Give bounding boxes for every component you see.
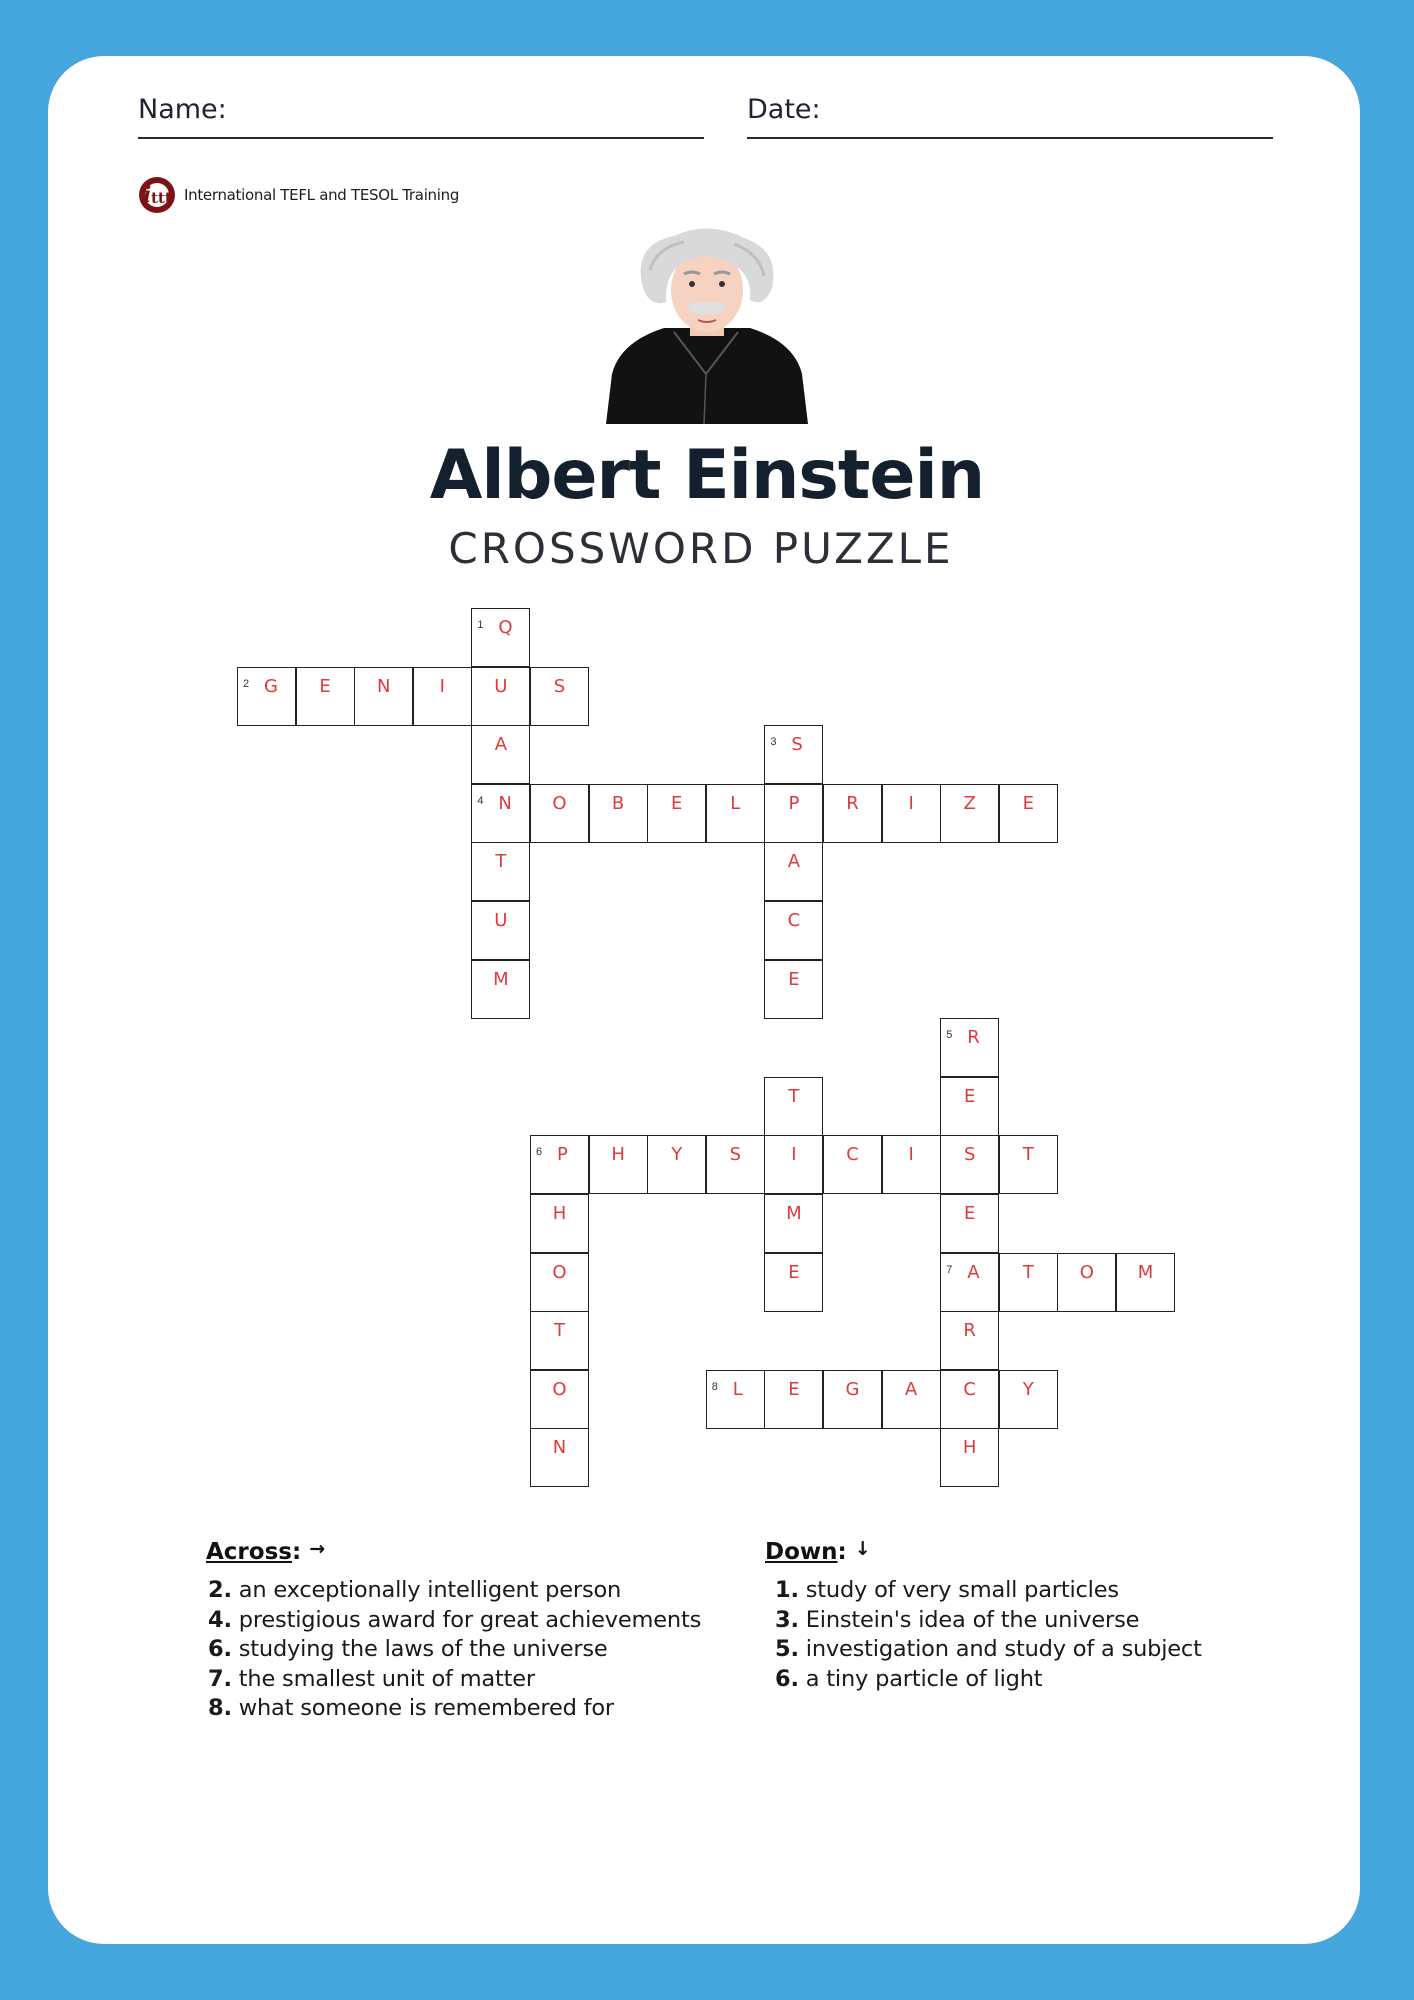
down-heading-colon: : (837, 1539, 847, 1565)
cell-letter: A (967, 1261, 980, 1283)
cell-letter: N (552, 1437, 567, 1459)
crossword-cell[interactable] (764, 1135, 823, 1194)
crossword-cell[interactable] (940, 1428, 999, 1487)
down-clue-list (775, 1576, 1202, 1694)
cell-letter: H (962, 1437, 977, 1459)
crossword-cell[interactable] (706, 1370, 765, 1429)
crossword-cell[interactable] (940, 1135, 999, 1194)
clue-number: 3 (770, 736, 777, 749)
cell-letter: E (964, 1085, 976, 1107)
cell-letter: G (264, 675, 278, 697)
across-heading (206, 1538, 325, 1565)
cell-letter: N (376, 675, 391, 697)
svg-text:i: i (143, 182, 152, 208)
across-heading-colon: : (291, 1539, 302, 1565)
cell-letter: U (494, 910, 508, 931)
cell-letter: E (788, 1261, 800, 1283)
crossword-cell[interactable] (530, 1428, 589, 1487)
clue-number: 1 (477, 619, 484, 631)
list-item: 2. an exceptionally intelligent person (208, 1577, 622, 1603)
cell-letter: E (788, 968, 800, 990)
cell-letter: I (908, 792, 914, 814)
cell-letter: S (729, 1144, 742, 1166)
clue-number: 2 (243, 677, 250, 690)
crossword-cell[interactable] (999, 1253, 1058, 1312)
arrow-right-icon: → (309, 1538, 326, 1560)
svg-text:ttt: ttt (151, 189, 172, 207)
cell-letter: Y (1022, 1378, 1034, 1400)
crossword-cell[interactable] (764, 1370, 823, 1429)
cell-letter: E (1022, 792, 1034, 814)
cell-letter: Q (498, 617, 513, 638)
cell-letter: O (552, 1261, 567, 1283)
crossword-cell[interactable] (940, 1018, 999, 1077)
crossword-cell[interactable] (823, 1135, 882, 1194)
crossword-cell[interactable] (471, 960, 530, 1019)
cell-letter: E (788, 1378, 800, 1400)
crossword-cell[interactable] (706, 1135, 765, 1194)
crossword-cell[interactable] (471, 842, 530, 901)
cell-letter: P (788, 792, 800, 814)
crossword-cell[interactable] (882, 784, 941, 843)
cell-letter: E (671, 792, 683, 814)
crossword-cell[interactable] (530, 667, 589, 726)
crossword-cell[interactable] (940, 1311, 999, 1370)
crossword-cell[interactable] (940, 1194, 999, 1253)
cell-letter: O (552, 792, 567, 814)
cell-letter: L (730, 792, 741, 814)
name-label: Name: (138, 94, 227, 125)
crossword-cell[interactable] (589, 1135, 648, 1194)
cell-letter: C (846, 1144, 859, 1166)
crossword-cell[interactable] (530, 1253, 589, 1312)
crossword-cell[interactable] (764, 784, 823, 843)
cell-letter: H (611, 1144, 625, 1166)
crossword-cell[interactable] (764, 725, 823, 784)
cell-letter: E (319, 675, 331, 697)
crossword-cell[interactable] (940, 1077, 999, 1136)
crossword-cell[interactable] (530, 1194, 589, 1253)
list-item: 8. what someone is remembered for (208, 1695, 614, 1721)
list-item: 1. study of very small particles (775, 1577, 1119, 1603)
crossword-cell[interactable] (823, 1370, 882, 1429)
crossword-cell[interactable] (764, 842, 823, 901)
crossword-cell[interactable] (940, 1253, 999, 1312)
crossword-cell[interactable] (1116, 1253, 1175, 1312)
list-item: 6. studying the laws of the universe (208, 1636, 608, 1662)
cell-letter: C (787, 910, 801, 931)
crossword-cell[interactable] (471, 608, 530, 667)
cell-letter: B (611, 792, 625, 814)
cell-letter: M (493, 968, 509, 990)
page-subtitle: CROSSWORD PUZZLE (448, 524, 954, 573)
list-item: 7. the smallest unit of matter (208, 1665, 535, 1692)
list-item: 4. prestigious award for great achievements (208, 1606, 702, 1633)
down-heading-label: Down (765, 1539, 838, 1565)
crossword-cell[interactable] (764, 1253, 823, 1312)
crossword-cell[interactable] (999, 1135, 1058, 1194)
cell-letter: Z (963, 792, 976, 814)
down-heading (765, 1538, 871, 1565)
crossword-cell[interactable] (823, 784, 882, 843)
crossword-cell[interactable] (589, 784, 648, 843)
list-item: 3. Einstein's idea of the universe (775, 1606, 1140, 1633)
crossword-cell[interactable] (471, 667, 530, 726)
crossword-cell[interactable] (764, 1194, 823, 1253)
crossword-cell[interactable] (764, 901, 823, 960)
cell-letter: O (552, 1378, 567, 1400)
cell-letter: N (498, 792, 512, 814)
cell-letter: A (904, 1378, 918, 1400)
crossword-cell[interactable] (471, 784, 530, 843)
cell-letter: L (732, 1378, 743, 1400)
cell-letter: M (1137, 1261, 1154, 1283)
clue-number: 7 (946, 1263, 953, 1276)
crossword-cell[interactable] (471, 901, 530, 960)
cell-letter: E (964, 1203, 976, 1224)
crossword-cell[interactable] (706, 784, 765, 843)
crossword-cell[interactable] (882, 1135, 941, 1194)
crossword-cell[interactable] (530, 1135, 589, 1194)
clue-number: 6 (536, 1146, 543, 1159)
crossword-cell[interactable] (530, 1370, 589, 1429)
cell-letter: R (967, 1027, 980, 1049)
crossword-cell[interactable] (882, 1370, 941, 1429)
cell-letter: I (791, 1144, 797, 1166)
list-item: 5. investigation and study of a subject (775, 1636, 1202, 1662)
date-label: Date: (747, 94, 821, 125)
cell-letter: P (557, 1144, 568, 1166)
crossword-cell[interactable] (413, 667, 472, 726)
cell-letter: R (846, 792, 859, 814)
page-title: Albert Einstein (429, 436, 985, 515)
logo-text: International TEFL and TESOL Training (184, 186, 460, 204)
clue-number: 8 (711, 1380, 718, 1393)
crossword-cell[interactable] (237, 667, 296, 726)
crossword-cell[interactable] (764, 960, 823, 1019)
cell-letter: Y (671, 1144, 683, 1166)
crossword-cell[interactable] (647, 1135, 706, 1194)
cell-letter: C (963, 1378, 976, 1400)
crossword-cell[interactable] (940, 1370, 999, 1429)
cell-letter: H (552, 1203, 567, 1224)
cell-letter: T (1022, 1144, 1034, 1166)
cell-letter: S (791, 734, 803, 756)
arrow-down-icon: ↓ (854, 1538, 871, 1560)
crossword-cell[interactable] (471, 725, 530, 784)
cell-letter: A (494, 734, 508, 756)
crossword-cell[interactable] (354, 667, 413, 726)
cell-letter: R (963, 1320, 976, 1342)
clue-number: 5 (946, 1029, 953, 1042)
across-heading-label: Across (206, 1539, 292, 1565)
cell-letter: M (786, 1203, 802, 1224)
cell-letter: O (1079, 1261, 1094, 1283)
cell-letter: S (963, 1144, 976, 1166)
crossword-cell[interactable] (1057, 1253, 1116, 1312)
crossword-cell[interactable] (999, 1370, 1058, 1429)
crossword-cell[interactable] (999, 784, 1058, 843)
cell-letter: T (788, 1085, 800, 1107)
cell-letter: T (554, 1320, 565, 1342)
cell-letter: I (908, 1144, 914, 1166)
crossword-cell[interactable] (296, 667, 355, 726)
cell-letter: S (553, 675, 566, 697)
cell-letter: I (439, 675, 445, 697)
cell-letter: T (1022, 1261, 1034, 1283)
clue-number: 4 (477, 794, 484, 807)
crossword-cell[interactable] (530, 784, 589, 843)
crossword-cell[interactable] (764, 1077, 823, 1136)
cell-letter: G (845, 1378, 860, 1400)
cell-letter: T (495, 851, 507, 873)
crossword-cell[interactable] (940, 784, 999, 843)
across-clue-list (208, 1576, 701, 1724)
cell-letter: U (494, 675, 508, 697)
list-item: 6. a tiny particle of light (775, 1665, 1043, 1692)
cell-letter: A (787, 851, 801, 873)
crossword-cell[interactable] (530, 1311, 589, 1370)
crossword-cell[interactable] (647, 784, 706, 843)
